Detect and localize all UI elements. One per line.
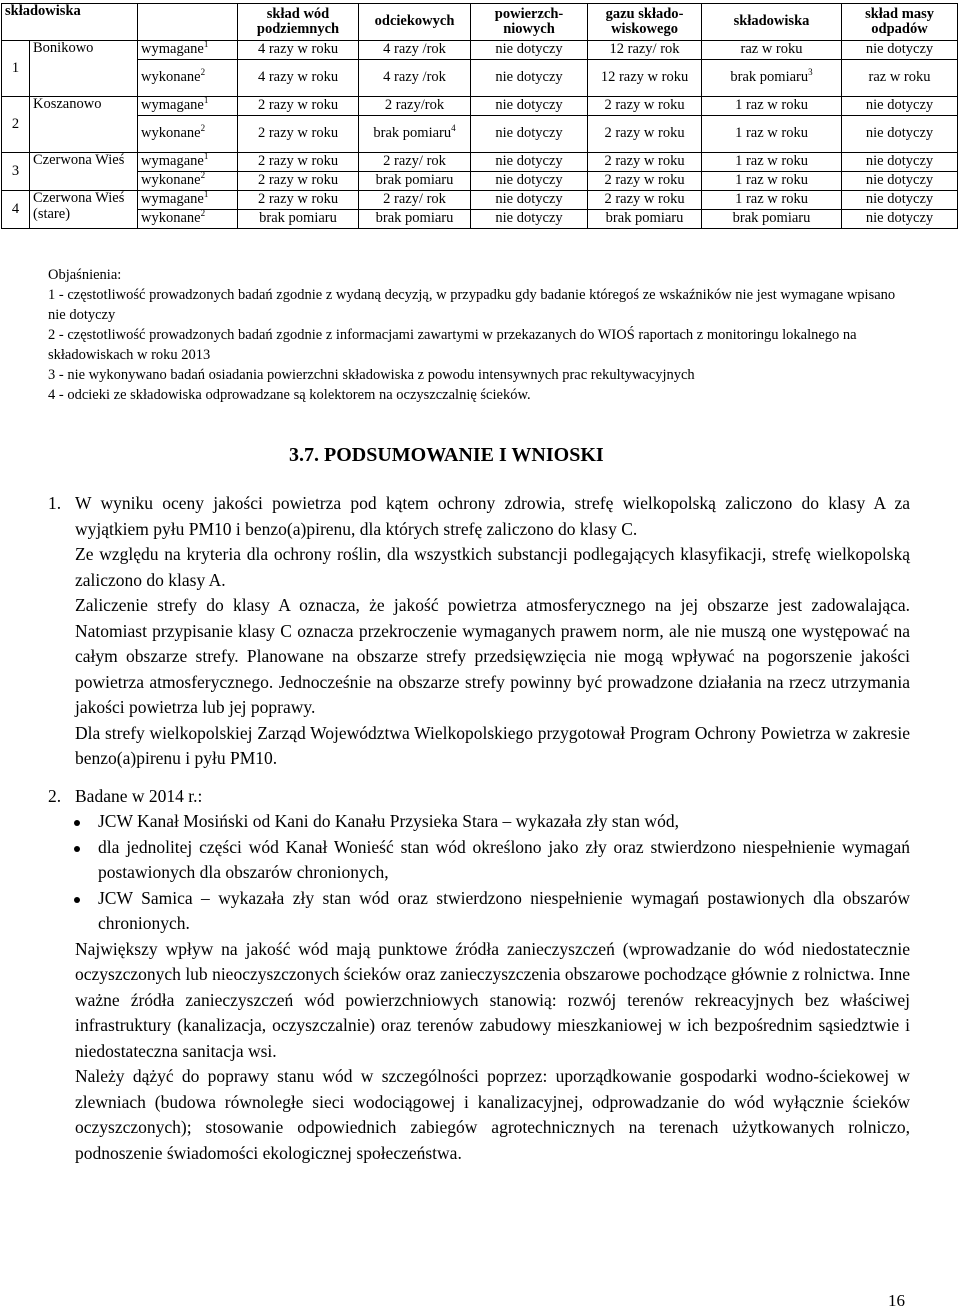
table-cell: raz w roku xyxy=(702,41,842,60)
table-cell: brak pomiaru$^4$ xyxy=(359,116,471,153)
list-item: JCW Kanał Mosiński od Kani do Kanału Przysieka Stara – wykazała zły stan wód, xyxy=(48,809,910,835)
legend-item: 3 - nie wykonywano badań osiadania powierzchni składowiska z powodu intensywnych prac rekultywacyjnych xyxy=(48,367,695,383)
table-cell: raz w roku xyxy=(842,60,958,97)
site-name: Bonikowo xyxy=(30,41,138,97)
header-surface: powierzchniowych xyxy=(471,4,588,41)
table-cell: brak pomiaru xyxy=(238,210,359,229)
table-cell: 2 razy w roku xyxy=(588,97,702,116)
table-cell: nie dotyczy xyxy=(842,153,958,172)
table-cell: nie dotyczy xyxy=(842,210,958,229)
paragraph: Należy dążyć do poprawy stanu wód w szczególności poprzez: uporządkowanie gospodarki wodno-ściekowej w zlewniach (budowa równoległe sieci wodociągowej i kanalizacyjnej, odprowadzanie do wód wyłącznie ścieków oczyszczonych); stosowanie odpowiednich zabiegów agrotechnicznych na terenach użytkowanych rolniczo, podnoszenie świadomości ekologicznej społeczeństwa. xyxy=(75,1066,910,1163)
row-number: 2 xyxy=(2,97,30,153)
table-cell: 12 razy w roku xyxy=(588,60,702,97)
bullet-icon xyxy=(74,846,80,852)
row-number: 1 xyxy=(2,41,30,97)
site-name: Czerwona Wieś (stare) xyxy=(30,191,138,229)
mode-done: wykonane$^2$ xyxy=(138,116,238,153)
table-cell: 1 raz w roku xyxy=(702,116,842,153)
table-cell: 2 razy w roku xyxy=(238,97,359,116)
table-cell: nie dotyczy xyxy=(842,97,958,116)
table-cell: 2 razy/rok xyxy=(359,97,471,116)
table-cell: 4 razy /rok xyxy=(359,41,471,60)
table-cell: 2 razy w roku xyxy=(588,191,702,210)
page-number: 16 xyxy=(888,1291,905,1310)
paragraph: Największy wpływ na jakość wód mają punktowe źródła zanieczyszczeń (wprowadzanie do wód niedostatecznie oczyszczonych lub nieoczyszczonych ścieków oraz zanieczyszczenia obszarowe pochodzące głównie z rolnictwa. Inne ważne źródła zanieczyszczeń wód powierzchniowych stanowią: rozwój terenów rekreacyjnych bez właściwej infrastruktury (kanalizacja, oczyszczalnie) oraz terenów zabudowy mieszkaniowej w ich bezpośrednim sąsiedztwie i niedostateczna sanitacja wsi. xyxy=(75,938,910,1061)
table-cell: nie dotyczy xyxy=(471,97,588,116)
table-cell: 2 razy w roku xyxy=(238,191,359,210)
list-item: dla jednolitej części wód Kanał Wonieść stan wód określono jako zły oraz stwierdzono niespełnienie wymagań postawionych dla obszarów chronionych, xyxy=(48,835,910,886)
header-landfill-gas: gazu składowiskowego xyxy=(588,4,702,41)
table-cell: nie dotyczy xyxy=(842,116,958,153)
table-cell: 4 razy w roku xyxy=(238,60,359,97)
table-cell: nie dotyczy xyxy=(471,60,588,97)
table-cell: nie dotyczy xyxy=(471,210,588,229)
table-cell: nie dotyczy xyxy=(471,191,588,210)
table-cell: 2 razy/ rok xyxy=(359,191,471,210)
table-cell: brak pomiaru xyxy=(702,210,842,229)
mode-required: wymagane$^1$ xyxy=(138,153,238,172)
point-label: 1. xyxy=(48,493,62,513)
bullet-icon xyxy=(74,820,80,826)
bullet-icon xyxy=(74,897,80,903)
table-cell: brak pomiaru xyxy=(359,210,471,229)
paragraph: Dla strefy wielkopolskiej Zarząd Województwa Wielkopolskiego przygotował Program Ochrony Powietrza w zakresie benzo(a)pirenu i pyłu PM10. xyxy=(75,722,910,768)
table-cell: 1 raz w roku xyxy=(702,97,842,116)
list-item: JCW Samica – wykazała zły stan wód oraz stwierdzono niespełnienie wymagań postawionych dla obszarów chronionych. xyxy=(48,886,910,937)
header-landfill: składowiska xyxy=(702,4,842,41)
table-cell: brak pomiaru xyxy=(359,172,471,191)
table-cell: nie dotyczy xyxy=(842,191,958,210)
table-cell: nie dotyczy xyxy=(471,41,588,60)
table-cell: nie dotyczy xyxy=(471,153,588,172)
point-2 xyxy=(48,784,910,810)
mode-required: wymagane$^1$ xyxy=(138,97,238,116)
mode-done: wykonane$^2$ xyxy=(138,210,238,229)
header-leachate: odciekowych xyxy=(359,4,471,41)
header-blank xyxy=(138,4,238,41)
paragraph: 1. W wyniku oceny jakości powietrza pod kątem ochrony zdrowia, strefę wielkopolską zaliczono do klasy A za wyjątkiem pyłu PM10 i benzo(a)pirenu, dla których strefę zaliczono do klasy C. xyxy=(48,493,910,539)
table-cell: 1 raz w roku xyxy=(702,153,842,172)
table-cell: nie dotyczy xyxy=(471,116,588,153)
point-label: 2. xyxy=(48,785,62,806)
legend-title: Objaśnienia: xyxy=(48,267,122,283)
row-number: 3 xyxy=(2,153,30,191)
mode-done: wykonane$^2$ xyxy=(138,172,238,191)
header-waste-mass: skład masy odpadów xyxy=(842,4,958,41)
legend-item: 4 - odcieki ze składowiska odprowadzane są kolektorem na oczyszczalnię ścieków. xyxy=(48,387,531,403)
table-cell: 2 razy w roku xyxy=(238,172,359,191)
table-cell: 2 razy w roku xyxy=(588,172,702,191)
table-cell: 1 raz w roku xyxy=(702,172,842,191)
table-cell: brak pomiaru$^3$ xyxy=(702,60,842,97)
site-name: Czerwona Wieś xyxy=(30,153,138,191)
table-cell: 2 razy/ rok xyxy=(359,153,471,172)
table-cell: 1 raz w roku xyxy=(702,191,842,210)
table-cell: 4 razy /rok xyxy=(359,60,471,97)
paragraph: 2. Badane w 2014 r.: xyxy=(75,784,910,810)
legend-item: 1 - częstotliwość prowadzonych badań zgodnie z wydaną decyzją, w przypadku gdy badanie któregoś ze wskaźników nie jest wymagane wpisano nie dotyczy xyxy=(48,287,896,323)
mode-required: wymagane$^1$ xyxy=(138,191,238,210)
legend-item: 2 - częstotliwość prowadzonych badań zgodnie z informacjami zawartymi w przekazanych do WIOŚ raportach z monitoringu lokalnego na składowiskach w roku 2013 xyxy=(48,327,857,363)
section-body xyxy=(48,491,910,1166)
table-cell: 12 razy/ rok xyxy=(588,41,702,60)
monitoring-table xyxy=(1,3,958,229)
table-cell: brak pomiaru xyxy=(588,210,702,229)
legend xyxy=(48,265,908,405)
mode-done: wykonane$^2$ xyxy=(138,60,238,97)
point-2-text xyxy=(48,937,910,1167)
bullet-list xyxy=(48,809,910,937)
header-groundwater: skład wód podziemnych xyxy=(238,4,359,41)
paragraph: Zaliczenie strefy do klasy A oznacza, że jakość powietrza atmosferycznego na jej obszarze jest zadowalająca. Natomiast przypisanie klasy C oznacza przekroczenie wymaganych prawem norm, ale nie muszą one występować na całym obszarze strefy. Planowane na obszarze strefy przedsięwzięcia nie mogą wpływać na pogorszenie jakości powietrza atmosferycznego. Jednocześnie na obszarze strefy powinny być prowadzone działania na rzecz utrzymania jakości powietrza lub jej poprawy. xyxy=(75,595,910,717)
table-cell: 2 razy w roku xyxy=(588,116,702,153)
row-number: 4 xyxy=(2,191,30,229)
table-cell: nie dotyczy xyxy=(842,41,958,60)
paragraph: Ze względu na kryteria dla ochrony roślin, dla wszystkich substancji podlegających klasyfikacji, strefę wielkopolską zaliczono do klasy A. xyxy=(75,544,910,590)
header-site: składowiska xyxy=(2,4,138,41)
section-heading: 3.7. PODSUMOWANIE I WNIOSKI xyxy=(289,444,604,466)
table-cell: nie dotyczy xyxy=(842,172,958,191)
table-cell: 2 razy w roku xyxy=(238,116,359,153)
table-cell: 4 razy w roku xyxy=(238,41,359,60)
table-cell: nie dotyczy xyxy=(471,172,588,191)
site-name: Koszanowo xyxy=(30,97,138,153)
table-cell: 2 razy w roku xyxy=(238,153,359,172)
table-cell: 2 razy w roku xyxy=(588,153,702,172)
point-1 xyxy=(48,491,910,772)
mode-required: wymagane$^1$ xyxy=(138,41,238,60)
